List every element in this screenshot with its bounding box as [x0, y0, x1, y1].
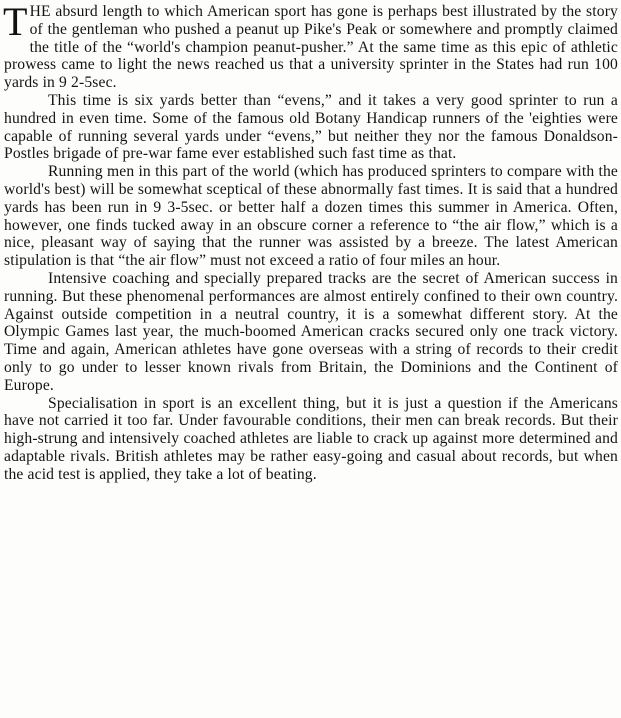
- paragraph-1-text: HE absurd length to which American sport has gone is perhaps best illustrated by the story of the gentleman who pushed a peanut up Pike's Peak or somewhere and promptly claimed the title of the “world's champion peanut-pusher.” At the same time as this epic of athletic prowess came to light the news reached us that a university sprinter in the States had run 100 yards in 9 2-5sec.: [4, 3, 618, 92]
- paragraph-1: [3, 0, 618, 92]
- paragraph-2: This time is six yards better than “evens,” and it takes a very good sprinter to run a hundred in even time. Some of the famous old Botany Handicap runners of the 'eighties were capable of running several yards under “evens,” but neither they nor the famous Donaldson-Postles brigade of pre-war fame ever established such fast time as that.: [4, 91, 618, 163]
- paragraph-3: Running men in this part of the world (which has produced sprinters to compare with the world's best) will be somewhat sceptical of these abnormally fast times. It is said that a hundred yards has been run in 9 3-5sec. or better half a dozen times this summer in America. Often, however, one finds tucked away in an obscure corner a reference to “the air flow,” which is a nice, pleasant way of saying that the runner was assisted by a breeze. The latest American stipulation is that “the air flow” must not exceed a ratio of four miles an hour.: [4, 163, 618, 270]
- paragraph-5: Specialisation in sport is an excellent thing, but it is just a question if the Americans have not carried it too far. Under favourable conditions, their men can break records. But their high-strung and intensively coached athletes are liable to crack up against more determined and adaptable rivals. British athletes may be rather easy-going and casual about records, but when the acid test is applied, they take a lot of beating.: [4, 394, 618, 483]
- article-body: [3, 0, 618, 484]
- paragraph-4: Intensive coaching and specially prepared tracks are the secret of American success in running. But these phenomenal performances are almost entirely confined to their own country. Against outside competition in a neutral country, it is a somewhat different story. At the Olympic Games last year, the much-boomed American cracks secured only one track victory. Time and again, American athletes have gone overseas with a string of records to their credit only to go under to lesser known rivals from Britain, the Dominions and the Continent of Europe.: [4, 269, 618, 394]
- drop-cap: T: [3, 0, 28, 44]
